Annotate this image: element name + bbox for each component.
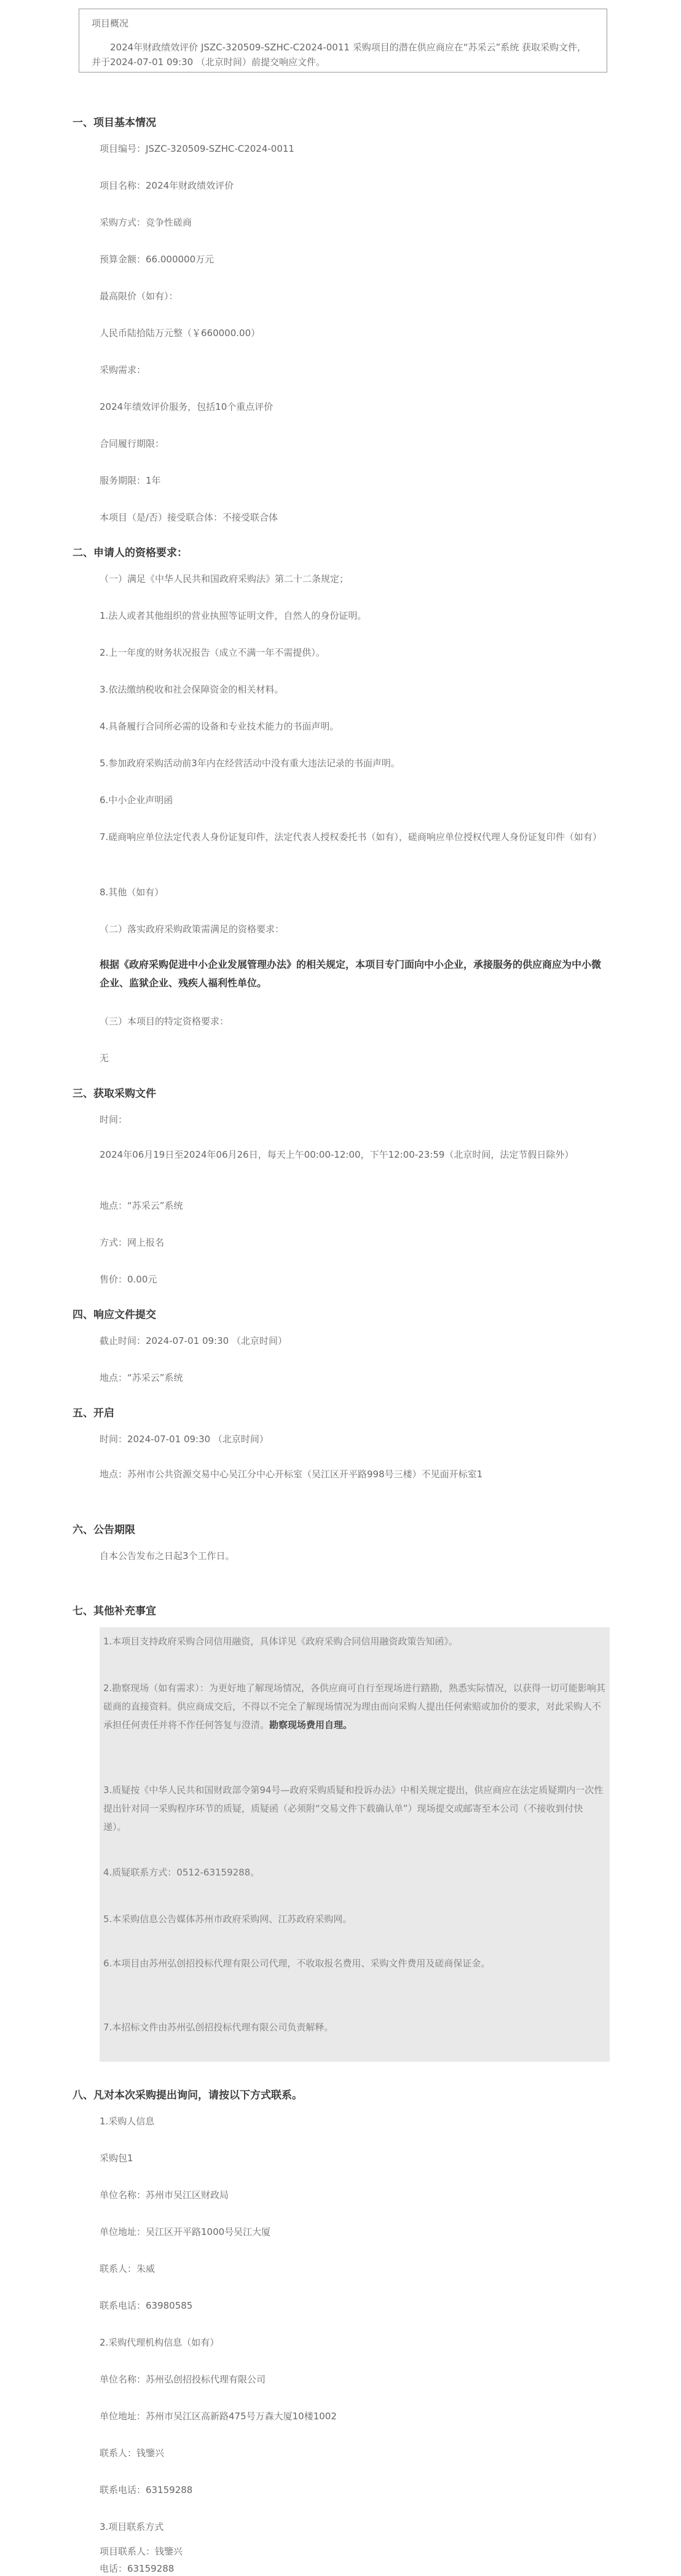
site-visit-cost-note: 勘察现场费用自理。 xyxy=(269,1719,353,1730)
specific-req-value: 无 xyxy=(100,1053,109,1064)
overview-title: 项目概况 xyxy=(92,18,129,29)
contact-line: 联系电话：63159288 xyxy=(100,2484,193,2496)
qual-item: 3.依法缴纳税收和社会保障资金的相关材料。 xyxy=(100,684,284,695)
qual-item: 5.参加政府采购活动前3年内在经营活动中没有重大违法记录的书面声明。 xyxy=(100,758,400,769)
opening-time: 时间：2024-07-01 09:30 （北京时间） xyxy=(100,1434,269,1445)
section-title-opening: 五、开启 xyxy=(73,1407,114,1420)
other-item: 7.本招标文件由苏州弘创招投标代理有限公司负责解释。 xyxy=(103,2022,334,2033)
obtain-time-label: 时间： xyxy=(100,1114,128,1125)
other-item: 5.本采购信息公告媒体苏州市政府采购网、江苏政府采购网。 xyxy=(103,1914,352,1925)
requirements-value: 2024年绩效评价服务，包括10个重点评价 xyxy=(100,401,274,412)
contact-line: 单位名称：苏州弘创招投标代理有限公司 xyxy=(100,2374,266,2385)
qual-item: （一）满足《中华人民共和国政府采购法》第二十二条规定； xyxy=(100,573,349,584)
doc-price: 售价：0.00元 xyxy=(100,1274,157,1285)
section-title-notice-period: 六、公告期限 xyxy=(73,1524,135,1536)
contract-period-label: 合同履行期限： xyxy=(100,438,165,449)
contact-line: 联系电话：63980585 xyxy=(100,2300,193,2311)
contact-line: 3.项目联系方式 xyxy=(100,2521,164,2532)
qual-item: 2.上一年度的财务状况报告（成立不满一年不需提供）。 xyxy=(100,647,325,658)
consortium-policy: 本项目（是/否）接受联合体：不接受联合体 xyxy=(100,512,278,523)
policy-req-label: （二）落实政府采购政策需满足的资格要求： xyxy=(100,924,285,935)
section-title-contacts: 八、凡对本次采购提出询问，请按以下方式联系。 xyxy=(73,2089,302,2102)
other-item: 1.本项目支持政府采购合同信用融资，具体详见《政府采购合同信用融资政策告知函》。 xyxy=(103,1636,458,1647)
max-price-value: 人民币陆拾陆万元整（￥660000.00） xyxy=(100,328,261,339)
section-title-obtain-docs: 三、获取采购文件 xyxy=(73,1088,156,1100)
contact-line: 电话：63159288 xyxy=(100,2563,175,2574)
notice-period: 自本公告发布之日起3个工作日。 xyxy=(100,1550,235,1561)
qual-item: 7.磋商响应单位法定代表人身份证复印件，法定代表人授权委托书（如有），磋商响应单位授权代理人身份证复印件（如有） xyxy=(100,831,602,842)
qual-item: 8.其他（如有） xyxy=(100,887,164,898)
contact-line: 采购包1 xyxy=(100,2153,133,2164)
project-number: 项目编号：JSZC-320509-SZHC-C2024-0011 xyxy=(100,143,294,154)
procurement-method: 采购方式：竞争性磋商 xyxy=(100,217,192,228)
obtain-time-value: 2024年06月19日至2024年06月26日，每天上午00:00-12:00，下午12:00-23:59（北京时间，法定节假日除外） xyxy=(100,1149,574,1160)
other-item: 3.质疑按《中华人民共和国财政部令第94号—政府采购质疑和投诉办法》中相关规定提出，供应商应在法定质疑期内一次性提出针对同一采购程序环节的质疑，质疑函（必须附“交易文件下载确认单”）现场提交或邮寄至本公司（不接收到付快递）。 xyxy=(103,1785,604,1832)
max-price-label: 最高限价（如有）： xyxy=(100,291,178,302)
budget-amount: 预算金额：66.000000万元 xyxy=(100,254,215,265)
submission-location: 地点：“苏采云”系统 xyxy=(100,1372,183,1383)
obtain-location: 地点：“苏采云”系统 xyxy=(100,1200,183,1211)
specific-req-label: （三）本项目的特定资格要求： xyxy=(100,1016,229,1027)
contact-line: 单位地址：苏州市吴江区高新路475号万森大厦10楼1002 xyxy=(100,2411,337,2422)
section-title-submission: 四、响应文件提交 xyxy=(73,1309,156,1321)
qual-item: 4.具备履行合同所必需的设备和专业技术能力的书面声明。 xyxy=(100,721,339,732)
qual-item: 1.法人或者其他组织的营业执照等证明文件，自然人的身份证明。 xyxy=(100,610,367,621)
contact-line: 联系人：朱威 xyxy=(100,2263,155,2274)
section-title-basic-info: 一、项目基本情况 xyxy=(73,117,156,129)
contact-line: 单位名称：苏州市吴江区财政局 xyxy=(100,2189,229,2201)
obtain-method: 方式：网上报名 xyxy=(100,1237,165,1248)
sme-policy-statement: 根据《政府采购促进中小企业发展管理办法》的相关规定，本项目专门面向中小企业，承接服务的供应商应为中小微企业、监狱企业、残疾人福利性单位。 xyxy=(100,959,602,989)
contact-line: 1.采购人信息 xyxy=(100,2116,155,2127)
contact-line: 联系人：钱鑒兴 xyxy=(100,2448,165,2459)
section-title-qualifications: 二、申请人的资格要求： xyxy=(73,547,187,559)
opening-location: 地点：苏州市公共资源交易中心吴江分中心开标室（吴江区开平路998号三楼）不见面开标室1 xyxy=(100,1469,483,1480)
requirements-label: 采购需求： xyxy=(100,364,146,375)
section-title-other-matters: 七、其他补充事宜 xyxy=(73,1605,156,1617)
contact-line: 项目联系人：钱鑒兴 xyxy=(100,2546,183,2557)
project-name: 项目名称：2024年财政绩效评价 xyxy=(100,180,234,191)
contact-line: 2.采购代理机构信息（如有） xyxy=(100,2337,219,2348)
other-item: 6.本项目由苏州弘创招投标代理有限公司代理，不收取报名费用、采购文件费用及磋商保证金。 xyxy=(103,1958,490,1969)
overview-text: 2024年财政绩效评价 JSZC-320509-SZHC-C2024-0011 采购项目的潜在供应商应在“苏采云”系统 获取采购文件，并于2024-07-01 09:30 （北京时间）前提交响应文件。 xyxy=(92,42,587,68)
contact-line: 单位地址：吴江区开平路1000号吴江大厦 xyxy=(100,2226,271,2237)
project-overview-box xyxy=(79,9,607,73)
other-item: 2.勘察现场（如有需求）：为更好地了解现场情况，各供应商可自行至现场进行踏勘，熟悉实际情况，以获得一切可能影响其磋商的直接资料。供应商成交后，不得以不完全了解现场情况为理由而向采购人提出任何索赔或加价的要求，对此采购人不承担任何责任并将不作任何答复与澄清。勘察现场费用自理。 xyxy=(103,1683,605,1730)
submission-deadline: 截止时间：2024-07-01 09:30 （北京时间） xyxy=(100,1335,287,1346)
other-item: 4.质疑联系方式：0512-63159288。 xyxy=(103,1867,260,1878)
service-period: 服务期限：1年 xyxy=(100,475,161,486)
qual-item: 6.中小企业声明函 xyxy=(100,795,173,806)
